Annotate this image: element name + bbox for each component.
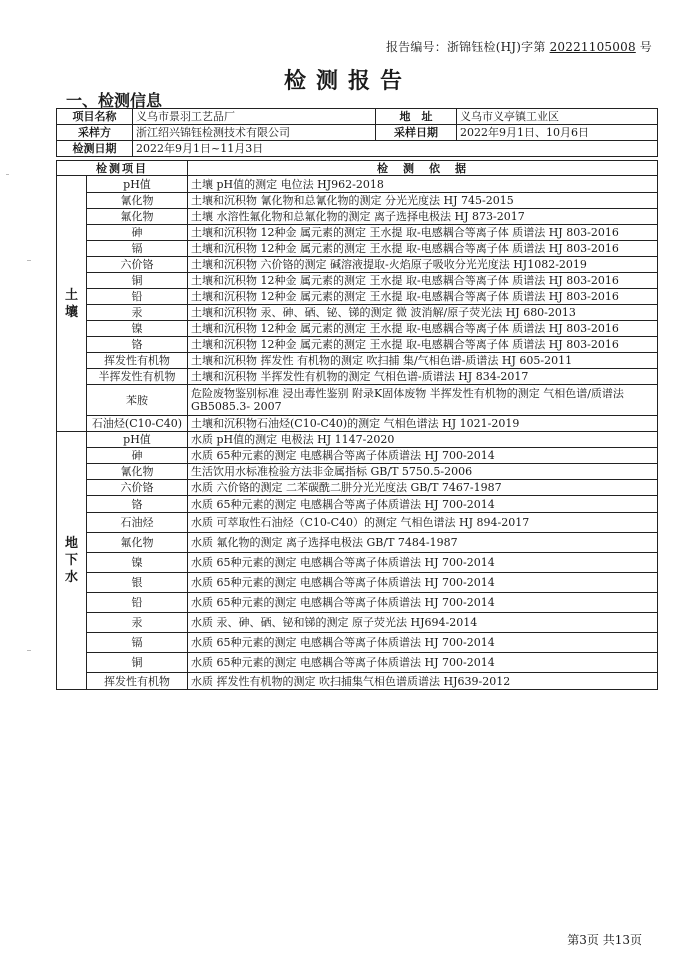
- groundwater-section: [57, 432, 658, 690]
- test-item: 石油烃(C10-C40): [87, 416, 188, 432]
- test-item: pH值: [87, 176, 188, 193]
- method-row: [57, 633, 658, 653]
- report-number-label: 报告编号：浙锦钰检(HJ)字第: [385, 40, 546, 54]
- sample-date-value: 2022年9月1日、10月6日: [457, 125, 658, 141]
- test-item: 镍: [87, 321, 188, 337]
- test-basis: 水质 65种元素的测定 电感耦合等离子体质谱法 HJ 700-2014: [188, 573, 658, 593]
- test-basis: 土壤和沉积物 12种金 属元素的测定 王水提 取-电感耦合等离子体 质谱法 HJ 803-2016: [188, 321, 658, 337]
- test-basis: 水质 挥发性有机物的测定 吹扫捕集气相色谱质谱法 HJ639-2012: [188, 673, 658, 690]
- test-item: 铬: [87, 337, 188, 353]
- test-item: 半挥发性有机物: [87, 369, 188, 385]
- method-row: [57, 273, 658, 289]
- test-item: 挥发性有机物: [87, 353, 188, 369]
- soil-section: [57, 176, 658, 432]
- test-basis: 水质 氟化物的测定 离子选择电极法 GB/T 7484-1987: [188, 533, 658, 553]
- test-basis: 土壤和沉积物 汞、砷、硒、铋、锑的测定 微 波消解/原子荧光法 HJ 680-2013: [188, 305, 658, 321]
- test-item: 铅: [87, 289, 188, 305]
- method-row: [57, 673, 658, 690]
- test-basis: 水质 65种元素的测定 电感耦合等离子体质谱法 HJ 700-2014: [188, 653, 658, 673]
- test-basis: 土壤和沉积物 12种金 属元素的测定 王水提 取-电感耦合等离子体 质谱法 HJ 803-2016: [188, 289, 658, 305]
- method-row: [57, 385, 658, 416]
- method-row: [57, 209, 658, 225]
- test-item: 挥发性有机物: [87, 673, 188, 690]
- test-item: 汞: [87, 305, 188, 321]
- method-row: [57, 321, 658, 337]
- report-number-value: 20221105008: [549, 40, 636, 54]
- methods-header-row: [57, 161, 658, 176]
- test-basis: 水质 65种元素的测定 电感耦合等离子体质谱法 HJ 700-2014: [188, 448, 658, 464]
- method-row: [57, 533, 658, 553]
- section-heading: 一、检测信息: [66, 91, 163, 110]
- test-basis: 水质 可萃取性石油烃（C10-C40）的测定 气相色谱法 HJ 894-2017: [188, 513, 658, 533]
- method-row: [57, 193, 658, 209]
- info-table: [56, 108, 658, 157]
- info-row-sampler: [57, 125, 658, 141]
- method-row: [57, 464, 658, 480]
- sample-date-label: 采样日期: [376, 125, 457, 141]
- test-item: 氟化物: [87, 209, 188, 225]
- report-number-suffix: 号: [639, 40, 652, 54]
- method-row: [57, 353, 658, 369]
- test-basis: 土壤和沉积物 六价铬的测定 碱溶液提取-火焰原子吸收分光光度法 HJ1082-2019: [188, 257, 658, 273]
- test-basis: 水质 65种元素的测定 电感耦合等离子体质谱法 HJ 700-2014: [188, 553, 658, 573]
- test-item: 氰化物: [87, 464, 188, 480]
- category-soil: [57, 176, 87, 432]
- method-row: [57, 305, 658, 321]
- method-row: [57, 416, 658, 432]
- test-basis: 土壤和沉积物 12种金 属元素的测定 王水提 取-电感耦合等离子体 质谱法 HJ 803-2016: [188, 241, 658, 257]
- test-basis: 土壤和沉积物 氰化物和总氰化物的测定 分光光度法 HJ 745-2015: [188, 193, 658, 209]
- test-item: 六价铬: [87, 257, 188, 273]
- test-item: 铜: [87, 273, 188, 289]
- scan-mark: [6, 174, 9, 175]
- test-basis: 土壤和沉积物 半挥发性有机物的测定 气相色谱-质谱法 HJ 834-2017: [188, 369, 658, 385]
- method-row: [57, 257, 658, 273]
- test-item: 砷: [87, 225, 188, 241]
- test-item: 石油烃: [87, 513, 188, 533]
- header-basis: 检 测 依 据: [188, 161, 658, 176]
- test-basis: 生活饮用水标准检验方法非金属指标 GB/T 5750.5-2006: [188, 464, 658, 480]
- category-label: 土 壤: [64, 287, 78, 320]
- test-basis: 土壤和沉积物石油烃(C10-C40)的测定 气相色谱法 HJ 1021-2019: [188, 416, 658, 432]
- test-basis: 水质 pH值的测定 电极法 HJ 1147-2020: [188, 432, 658, 448]
- method-row: [57, 369, 658, 385]
- scan-mark: [27, 260, 31, 261]
- page-number: 第3页 共13页: [567, 933, 642, 947]
- sampler-label: 采样方: [57, 125, 133, 141]
- test-item: 镉: [87, 241, 188, 257]
- test-item: 汞: [87, 613, 188, 633]
- test-basis: 水质 65种元素的测定 电感耦合等离子体质谱法 HJ 700-2014: [188, 633, 658, 653]
- test-basis: 水质 汞、砷、硒、铋和锑的测定 原子荧光法 HJ694-2014: [188, 613, 658, 633]
- method-row: [57, 573, 658, 593]
- test-item: 铜: [87, 653, 188, 673]
- method-row: [57, 653, 658, 673]
- category-label: 地 下 水: [64, 536, 78, 585]
- project-value: 义乌市景羽工艺品厂: [133, 109, 376, 125]
- test-item: 铅: [87, 593, 188, 613]
- method-row: [57, 513, 658, 533]
- info-row-test-date: [57, 141, 658, 157]
- method-row: [57, 593, 658, 613]
- method-row: [57, 176, 658, 193]
- method-row: [57, 480, 658, 496]
- method-row: [57, 432, 658, 448]
- test-date-value: 2022年9月1日~11月3日: [133, 141, 658, 157]
- methods-table: [56, 160, 658, 690]
- sampler-value: 浙江绍兴锦钰检测技术有限公司: [133, 125, 376, 141]
- test-basis: 水质 65种元素的测定 电感耦合等离子体质谱法 HJ 700-2014: [188, 496, 658, 513]
- info-row-project: [57, 109, 658, 125]
- test-basis: 水质 六价铬的测定 二苯碳酰二肼分光光度法 GB/T 7467-1987: [188, 480, 658, 496]
- test-basis: 危险废物鉴别标准 浸出毒性鉴别 附录K固体废物 半挥发性有机物的测定 气相色谱/质谱法 GB5085.3- 2007: [188, 385, 658, 416]
- scan-mark: [27, 650, 31, 651]
- test-basis: 土壤和沉积物 挥发性 有机物的测定 吹扫捕 集/气相色谱-质谱法 HJ 605-2011: [188, 353, 658, 369]
- test-item: 铬: [87, 496, 188, 513]
- method-row: [57, 448, 658, 464]
- test-item: 苯胺: [87, 385, 188, 416]
- test-item: 镍: [87, 553, 188, 573]
- test-item: pH值: [87, 432, 188, 448]
- address-value: 义乌市义亭镇工业区: [457, 109, 658, 125]
- test-basis: 土壤 pH值的测定 电位法 HJ962-2018: [188, 176, 658, 193]
- method-row: [57, 289, 658, 305]
- category-groundwater: [57, 432, 87, 690]
- test-item: 砷: [87, 448, 188, 464]
- test-basis: 水质 65种元素的测定 电感耦合等离子体质谱法 HJ 700-2014: [188, 593, 658, 613]
- test-basis: 土壤和沉积物 12种金 属元素的测定 王水提 取-电感耦合等离子体 质谱法 HJ 803-2016: [188, 225, 658, 241]
- test-item: 镉: [87, 633, 188, 653]
- project-label: 项目名称: [57, 109, 133, 125]
- report-number: [386, 38, 652, 55]
- test-basis: 土壤 水溶性氟化物和总氟化物的测定 离子选择电极法 HJ 873-2017: [188, 209, 658, 225]
- test-item: 六价铬: [87, 480, 188, 496]
- test-date-label: 检测日期: [57, 141, 133, 157]
- test-item: 氟化物: [87, 533, 188, 553]
- test-basis: 土壤和沉积物 12种金 属元素的测定 王水提 取-电感耦合等离子体 质谱法 HJ 803-2016: [188, 337, 658, 353]
- test-item: 氰化物: [87, 193, 188, 209]
- method-row: [57, 241, 658, 257]
- address-label: 地 址: [376, 109, 457, 125]
- method-row: [57, 337, 658, 353]
- method-row: [57, 225, 658, 241]
- test-basis: 土壤和沉积物 12种金 属元素的测定 王水提 取-电感耦合等离子体 质谱法 HJ 803-2016: [188, 273, 658, 289]
- header-item: 检测项目: [57, 161, 188, 176]
- method-row: [57, 613, 658, 633]
- method-row: [57, 496, 658, 513]
- method-row: [57, 553, 658, 573]
- test-item: 银: [87, 573, 188, 593]
- page-title: 检测报告: [283, 69, 412, 94]
